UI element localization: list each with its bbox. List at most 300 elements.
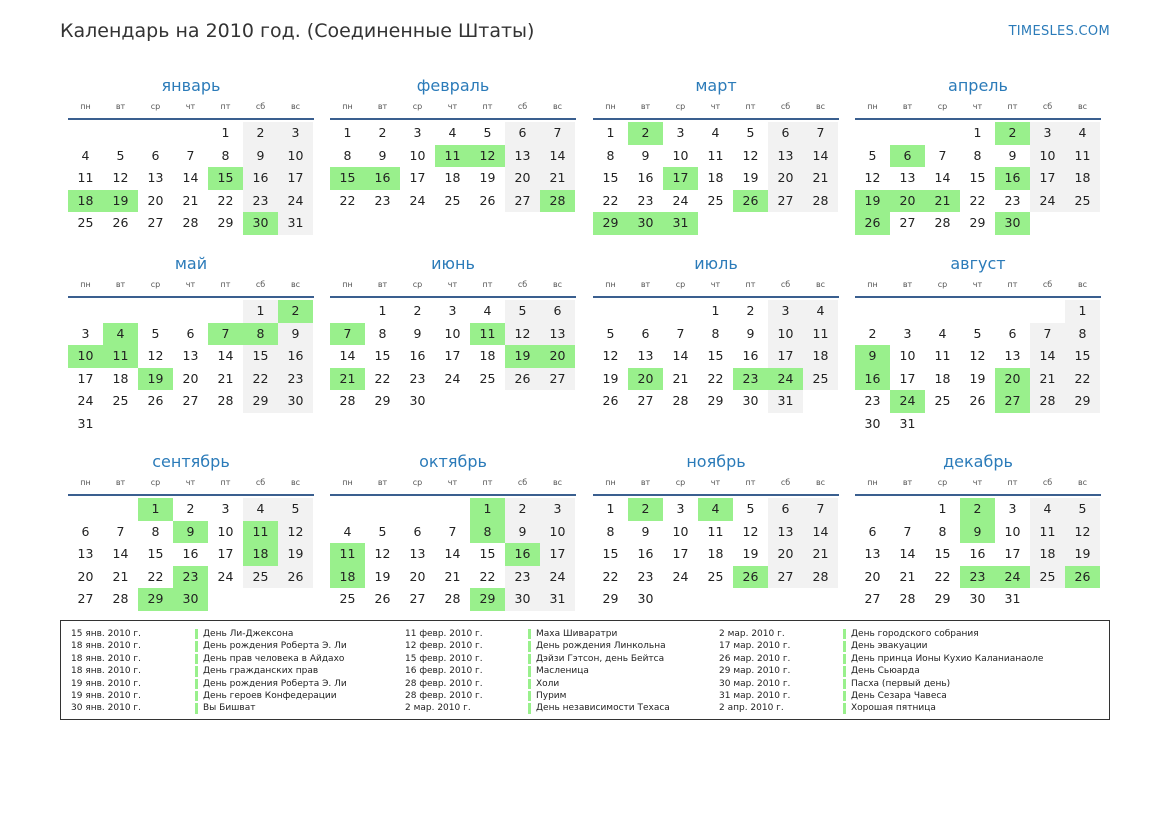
day-cell: 17 — [1030, 167, 1065, 190]
day-cell: 8 — [221, 147, 230, 163]
weekday-label: пт — [745, 478, 756, 487]
day-cell: 30 — [278, 390, 313, 413]
day-cell: 4 — [1030, 498, 1065, 521]
day-cell: 30 — [637, 591, 654, 606]
weekday-label: пн — [867, 102, 878, 111]
month-name: июнь — [431, 254, 475, 273]
day-cell: 7 — [186, 147, 195, 163]
day-cell: 29 — [1065, 390, 1100, 413]
day-cell: 26 — [505, 368, 540, 391]
day-cell: 10 — [899, 348, 916, 363]
day-cell: 6 — [81, 523, 90, 539]
day-cell: 4 — [343, 523, 352, 539]
day-cell: 30 — [864, 415, 881, 431]
day-grid — [855, 300, 1101, 435]
day-cell: 13 — [147, 170, 164, 185]
holiday-day-cell: 7 — [208, 323, 243, 346]
day-cell: 19 — [742, 546, 759, 561]
weekday-label: чт — [185, 478, 196, 487]
day-grid — [68, 300, 314, 435]
holiday-day-cell: 29 — [138, 588, 173, 611]
day-cell: 1 — [606, 501, 615, 516]
day-cell: 10 — [217, 523, 234, 539]
site-link[interactable]: TIMESLES.COM — [1008, 24, 1110, 39]
empty-cell — [330, 498, 365, 521]
legend-date: 19 янв. 2010 г. — [71, 691, 141, 701]
holiday-day-cell: 24 — [890, 390, 925, 413]
holiday-day-cell: 7 — [330, 323, 365, 346]
day-cell: 29 — [934, 591, 951, 606]
day-cell: 29 — [217, 215, 234, 230]
weekday-label: пн — [605, 280, 616, 289]
day-grid — [330, 498, 576, 611]
day-cell: 17 — [540, 543, 575, 566]
day-cell: 8 — [343, 147, 352, 163]
day-cell: 19 — [278, 543, 313, 566]
day-cell: 27 — [505, 190, 540, 213]
day-cell: 18 — [1065, 167, 1100, 190]
day-cell: 6 — [768, 122, 803, 145]
day-cell: 22 — [374, 370, 391, 386]
holiday-day-cell: 16 — [995, 167, 1030, 190]
day-cell: 7 — [803, 122, 838, 145]
day-cell: 8 — [711, 325, 720, 341]
day-cell: 30 — [969, 591, 986, 606]
weekday-label: пт — [220, 280, 231, 289]
month-name: май — [174, 254, 208, 273]
legend-holiday-name: День принца Ионы Кухио Каланианаоле — [851, 653, 1044, 664]
day-cell: 5 — [746, 501, 755, 516]
legend-row — [709, 640, 1109, 652]
day-cell: 2 — [243, 122, 278, 145]
day-cell: 18 — [479, 348, 496, 363]
day-cell: 4 — [81, 147, 90, 163]
empty-cell — [435, 498, 470, 521]
holiday-day-cell: 4 — [103, 323, 138, 346]
empty-cell — [855, 300, 890, 323]
day-cell: 5 — [278, 498, 313, 521]
day-cell: 19 — [1065, 543, 1100, 566]
empty-cell — [103, 498, 138, 521]
legend-holiday-name: Маха Шиваратри — [536, 629, 618, 639]
day-cell: 22 — [147, 568, 164, 584]
holiday-day-cell: 4 — [698, 498, 733, 521]
day-cell: 21 — [112, 568, 129, 584]
legend-holiday-name: Вы Бишват — [203, 703, 256, 714]
empty-cell — [138, 300, 173, 323]
day-cell: 15 — [969, 170, 986, 185]
weekday-label: пт — [1007, 102, 1018, 111]
weekday-header — [855, 474, 1101, 496]
day-cell: 5 — [746, 125, 755, 140]
day-cell: 22 — [339, 192, 356, 208]
day-cell: 15 — [602, 546, 619, 561]
holiday-day-cell: 26 — [733, 566, 768, 589]
holiday-day-cell: 20 — [995, 368, 1030, 391]
day-cell: 3 — [413, 125, 422, 140]
weekday-label: сб — [780, 102, 791, 111]
weekday-header — [593, 276, 839, 298]
day-cell: 21 — [672, 370, 689, 386]
holiday-day-cell: 11 — [470, 323, 505, 346]
empty-cell — [663, 300, 698, 323]
holiday-day-cell: 26 — [855, 212, 890, 235]
weekday-label: сб — [1042, 280, 1053, 289]
day-cell: 6 — [413, 523, 422, 539]
month-block — [68, 450, 314, 611]
weekday-label: чт — [710, 280, 721, 289]
day-cell: 3 — [540, 498, 575, 521]
day-cell: 27 — [768, 190, 803, 213]
day-cell: 25 — [77, 215, 94, 230]
day-cell: 15 — [147, 546, 164, 561]
day-cell: 7 — [938, 147, 947, 163]
empty-cell — [68, 300, 103, 323]
holiday-day-cell: 29 — [470, 588, 505, 611]
day-cell: 27 — [540, 368, 575, 391]
holiday-day-cell: 8 — [470, 521, 505, 544]
day-cell: 28 — [339, 393, 356, 408]
legend-holiday-name: День гражданских прав — [203, 666, 319, 677]
holiday-day-cell: 16 — [855, 368, 890, 391]
day-cell: 8 — [973, 147, 982, 163]
day-cell: 23 — [374, 192, 391, 208]
legend-holiday-name: День Ли-Джексона — [203, 629, 294, 639]
day-cell: 21 — [1030, 368, 1065, 391]
day-cell: 27 — [147, 215, 164, 230]
holiday-day-cell: 20 — [628, 368, 663, 391]
holiday-day-cell: 30 — [243, 212, 278, 235]
day-grid — [855, 122, 1101, 235]
day-cell: 24 — [672, 568, 689, 584]
day-cell: 8 — [938, 523, 947, 539]
day-cell: 22 — [243, 368, 278, 391]
day-cell: 16 — [742, 348, 759, 363]
legend-color-bar — [195, 654, 198, 664]
empty-cell — [855, 122, 890, 145]
day-cell: 3 — [448, 303, 457, 318]
legend-color-bar — [195, 666, 198, 676]
day-cell: 3 — [81, 325, 90, 341]
holiday-day-cell: 27 — [995, 390, 1030, 413]
month-block — [330, 252, 576, 413]
holiday-day-cell: 15 — [330, 167, 365, 190]
weekday-label: чт — [972, 478, 983, 487]
legend-holiday-name: Масленица — [536, 666, 589, 677]
day-cell: 13 — [768, 521, 803, 544]
day-cell: 19 — [374, 568, 391, 584]
day-cell: 21 — [444, 568, 461, 584]
day-cell: 1 — [221, 125, 230, 140]
day-cell: 27 — [768, 566, 803, 589]
day-cell: 24 — [1030, 190, 1065, 213]
holiday-day-cell: 19 — [138, 368, 173, 391]
day-cell: 25 — [707, 192, 724, 208]
day-cell: 29 — [374, 393, 391, 408]
weekday-label: вс — [290, 280, 301, 289]
weekday-label: вт — [902, 478, 913, 487]
empty-cell — [995, 300, 1030, 323]
day-cell: 7 — [803, 498, 838, 521]
weekday-label: вс — [290, 102, 301, 111]
weekday-header — [68, 474, 314, 496]
weekday-label: чт — [710, 478, 721, 487]
day-cell: 11 — [803, 323, 838, 346]
weekday-label: чт — [710, 102, 721, 111]
day-cell: 3 — [676, 125, 685, 140]
weekday-label: пт — [482, 102, 493, 111]
weekday-label: сб — [780, 280, 791, 289]
weekday-label: вт — [377, 102, 388, 111]
weekday-label: вс — [815, 280, 826, 289]
weekday-label: пн — [80, 102, 91, 111]
day-cell: 28 — [182, 215, 199, 230]
day-cell: 6 — [151, 147, 160, 163]
day-cell: 1 — [711, 303, 720, 318]
month-block — [593, 74, 839, 235]
weekday-label: ср — [412, 102, 423, 111]
day-cell: 27 — [864, 591, 881, 606]
holiday-day-cell: 23 — [733, 368, 768, 391]
day-cell: 3 — [278, 122, 313, 145]
legend-row — [709, 653, 1109, 665]
day-cell: 18 — [803, 345, 838, 368]
day-cell: 13 — [182, 348, 199, 363]
day-cell: 7 — [903, 523, 912, 539]
day-cell: 23 — [637, 568, 654, 584]
holiday-day-cell: 19 — [103, 190, 138, 213]
day-cell: 15 — [479, 546, 496, 561]
weekday-label: сб — [517, 478, 528, 487]
day-cell: 18 — [444, 170, 461, 185]
day-cell: 18 — [1030, 543, 1065, 566]
day-cell: 5 — [151, 325, 160, 341]
day-cell: 27 — [899, 215, 916, 230]
day-cell: 21 — [803, 543, 838, 566]
day-cell: 17 — [1004, 546, 1021, 561]
legend-date: 28 февр. 2010 г. — [405, 691, 483, 701]
holiday-day-cell: 24 — [995, 566, 1030, 589]
month-name: февраль — [416, 76, 490, 95]
empty-cell — [890, 498, 925, 521]
holiday-day-cell: 30 — [628, 212, 663, 235]
weekday-label: пт — [482, 478, 493, 487]
day-cell: 10 — [1030, 145, 1065, 168]
day-cell: 4 — [243, 498, 278, 521]
weekday-label: ср — [150, 280, 161, 289]
holiday-day-cell: 18 — [243, 543, 278, 566]
legend-date: 2 мар. 2010 г. — [719, 629, 785, 639]
holiday-day-cell: 11 — [435, 145, 470, 168]
legend-date: 18 янв. 2010 г. — [71, 666, 141, 677]
holiday-day-cell: 19 — [505, 345, 540, 368]
day-cell: 3 — [676, 501, 685, 516]
legend-color-bar — [843, 691, 846, 701]
month-block — [330, 450, 576, 611]
weekday-header — [330, 276, 576, 298]
day-cell: 12 — [742, 147, 759, 163]
month-name: январь — [161, 76, 221, 95]
weekday-label: пт — [745, 102, 756, 111]
day-grid — [855, 498, 1101, 611]
day-cell: 31 — [278, 212, 313, 235]
day-cell: 13 — [540, 323, 575, 346]
legend-date: 31 мар. 2010 г. — [719, 691, 791, 701]
empty-cell — [68, 498, 103, 521]
holiday-day-cell: 30 — [995, 212, 1030, 235]
day-grid — [593, 122, 839, 235]
day-cell: 31 — [540, 588, 575, 611]
legend-holiday-name: День рождения Роберта Э. Ли — [203, 641, 347, 652]
legend-holiday-name: День Сезара Чавеса — [851, 691, 947, 701]
day-cell: 22 — [602, 568, 619, 584]
weekday-label: вс — [815, 478, 826, 487]
day-cell: 1 — [243, 300, 278, 323]
day-cell: 13 — [899, 170, 916, 185]
legend-color-bar — [195, 691, 198, 701]
day-cell: 11 — [707, 147, 724, 163]
day-cell: 7 — [676, 325, 685, 341]
legend-holiday-name: День городского собрания — [851, 629, 979, 639]
empty-cell — [593, 300, 628, 323]
day-cell: 9 — [641, 147, 650, 163]
day-cell: 12 — [864, 170, 881, 185]
day-cell: 21 — [540, 167, 575, 190]
day-cell: 24 — [278, 190, 313, 213]
day-cell: 14 — [217, 348, 234, 363]
day-cell: 28 — [899, 591, 916, 606]
day-cell: 28 — [803, 190, 838, 213]
empty-cell — [103, 300, 138, 323]
day-cell: 15 — [374, 348, 391, 363]
holiday-day-cell: 17 — [663, 167, 698, 190]
day-cell: 13 — [864, 546, 881, 561]
day-cell: 23 — [637, 192, 654, 208]
day-cell: 20 — [182, 370, 199, 386]
day-cell: 10 — [540, 521, 575, 544]
weekday-label: сб — [255, 102, 266, 111]
day-cell: 20 — [768, 543, 803, 566]
legend-holiday-name: День героев Конфедерации — [203, 691, 337, 701]
day-cell: 24 — [77, 393, 94, 408]
day-cell: 13 — [637, 348, 654, 363]
weekday-header — [68, 276, 314, 298]
weekday-label: пт — [220, 102, 231, 111]
legend-date: 15 февр. 2010 г. — [405, 653, 483, 664]
day-cell: 14 — [112, 546, 129, 561]
day-cell: 24 — [672, 192, 689, 208]
weekday-label: сб — [255, 280, 266, 289]
holiday-day-cell: 2 — [628, 122, 663, 145]
weekday-label: ср — [412, 280, 423, 289]
day-cell: 4 — [938, 325, 947, 341]
day-cell: 6 — [768, 498, 803, 521]
legend-color-bar — [843, 641, 846, 651]
day-cell: 13 — [409, 546, 426, 561]
holiday-day-cell: 11 — [243, 521, 278, 544]
empty-cell — [890, 122, 925, 145]
empty-cell — [103, 122, 138, 145]
day-cell: 21 — [217, 370, 234, 386]
day-cell: 26 — [278, 566, 313, 589]
day-cell: 6 — [1008, 325, 1017, 341]
holiday-day-cell: 23 — [960, 566, 995, 589]
weekday-label: чт — [447, 280, 458, 289]
day-cell: 18 — [112, 370, 129, 386]
empty-cell — [925, 122, 960, 145]
day-cell: 5 — [378, 523, 387, 539]
day-cell: 14 — [444, 546, 461, 561]
day-cell: 7 — [540, 122, 575, 145]
weekday-label: чт — [185, 102, 196, 111]
holiday-day-cell: 21 — [925, 190, 960, 213]
day-cell: 30 — [505, 588, 540, 611]
weekday-label: вс — [290, 478, 301, 487]
day-cell: 16 — [637, 170, 654, 185]
holiday-day-cell: 9 — [960, 521, 995, 544]
day-cell: 5 — [116, 147, 125, 163]
day-cell: 25 — [444, 192, 461, 208]
day-cell: 31 — [1004, 591, 1021, 606]
day-cell: 11 — [707, 523, 724, 539]
day-cell: 5 — [868, 147, 877, 163]
holiday-day-cell: 9 — [173, 521, 208, 544]
holiday-day-cell: 11 — [330, 543, 365, 566]
weekday-label: сб — [1042, 478, 1053, 487]
day-cell: 10 — [672, 523, 689, 539]
day-cell: 13 — [768, 145, 803, 168]
holiday-day-cell: 10 — [68, 345, 103, 368]
legend-date: 17 мар. 2010 г. — [719, 641, 791, 652]
day-cell: 19 — [969, 370, 986, 386]
legend-color-bar — [528, 666, 531, 676]
weekday-label: пн — [342, 478, 353, 487]
legend-date: 2 апр. 2010 г. — [719, 703, 784, 714]
day-cell: 26 — [147, 393, 164, 408]
day-cell: 14 — [803, 145, 838, 168]
weekday-label: вт — [115, 478, 126, 487]
day-cell: 2 — [505, 498, 540, 521]
day-cell: 8 — [378, 325, 387, 341]
day-cell: 22 — [934, 568, 951, 584]
day-cell: 30 — [742, 393, 759, 408]
day-cell: 9 — [641, 523, 650, 539]
day-cell: 24 — [444, 370, 461, 386]
empty-cell — [173, 122, 208, 145]
month-block — [68, 252, 314, 435]
day-cell: 25 — [1030, 566, 1065, 589]
day-cell: 30 — [409, 393, 426, 408]
legend-holiday-name: Дэйзи Гэтсон, день Бейтса — [536, 653, 665, 664]
day-cell: 26 — [969, 393, 986, 408]
weekday-label: пн — [80, 478, 91, 487]
day-cell: 17 — [768, 345, 803, 368]
day-cell: 6 — [505, 122, 540, 145]
day-cell: 5 — [505, 300, 540, 323]
day-grid — [68, 122, 314, 235]
day-cell: 3 — [221, 501, 230, 516]
day-cell: 28 — [112, 591, 129, 606]
day-cell: 7 — [448, 523, 457, 539]
legend-row — [709, 678, 1109, 690]
day-cell: 17 — [278, 167, 313, 190]
day-cell: 1 — [378, 303, 387, 318]
month-name: ноябрь — [686, 452, 746, 471]
day-cell: 2 — [378, 125, 387, 140]
day-cell: 6 — [868, 523, 877, 539]
weekday-label: пт — [1007, 478, 1018, 487]
day-cell: 21 — [899, 568, 916, 584]
